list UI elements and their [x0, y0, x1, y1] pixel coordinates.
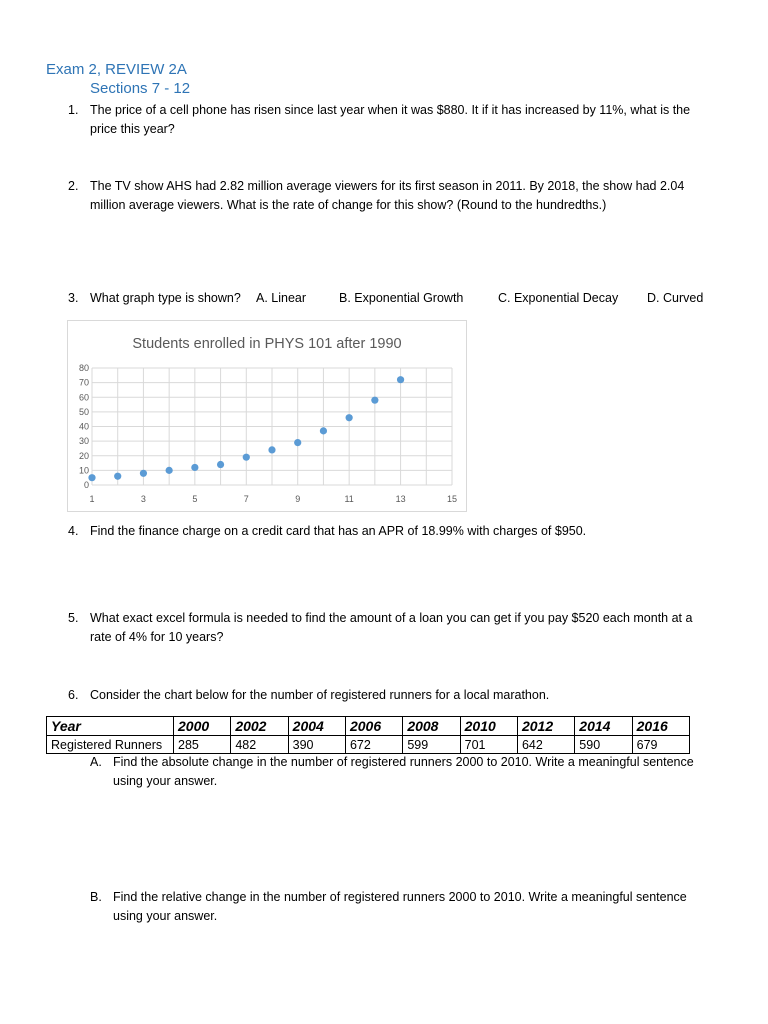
subquestion-label: A. — [90, 755, 102, 769]
question-text: Find the finance charge on a credit card that has an APR of 18.99% with charges of $950. — [90, 524, 587, 538]
data-point — [371, 397, 378, 404]
table-cell: Registered Runners — [47, 736, 174, 754]
runners-table — [46, 716, 690, 754]
data-point — [294, 439, 301, 446]
x-tick-label: 11 — [344, 494, 354, 504]
y-tick-label: 70 — [78, 377, 89, 388]
question-number: 4. — [68, 524, 79, 538]
table-cell: 599 — [403, 736, 460, 754]
table-header-row — [47, 717, 690, 736]
table-header-cell: 2002 — [231, 717, 288, 736]
question-number: 5. — [68, 611, 79, 625]
table-header-cell: 2008 — [403, 717, 460, 736]
question-text: What graph type is shown? — [90, 291, 241, 305]
table-header-cell: Year — [47, 717, 174, 736]
data-point — [268, 446, 275, 453]
data-point — [243, 454, 250, 461]
x-tick-label: 9 — [295, 494, 301, 504]
question-4 — [68, 522, 708, 541]
x-tick-label: 15 — [446, 494, 458, 504]
question-text: Consider the chart below for the number of registered runners for a local marathon. — [90, 688, 550, 702]
question-number: 6. — [68, 688, 79, 702]
question-number: 2. — [68, 179, 79, 193]
table-cell: 701 — [460, 736, 517, 754]
question-number: 3. — [68, 291, 79, 305]
choice-b: B. Exponential Growth — [339, 291, 464, 305]
x-tick-label: 13 — [395, 494, 406, 504]
question-6 — [68, 686, 708, 705]
table-cell: 390 — [288, 736, 345, 754]
x-tick-label: 1 — [89, 494, 95, 504]
chart-gridlines — [92, 368, 452, 485]
y-tick-label: 30 — [78, 436, 89, 447]
table-header-cell: 2014 — [575, 717, 632, 736]
table-header-cell: 2004 — [288, 717, 345, 736]
y-tick-label: 10 — [78, 465, 89, 476]
question-text: What exact excel formula is needed to find the amount of a loan you can get if you pay $520 each month at a rate of 4% for 10 years? — [90, 611, 693, 644]
table-header-cell: 2016 — [632, 717, 689, 736]
question-1 — [68, 101, 708, 139]
data-point — [166, 467, 173, 474]
table-row — [47, 736, 690, 754]
table-header-cell: 2012 — [517, 717, 574, 736]
choice-d: D. Curved — [647, 291, 704, 305]
data-point — [191, 464, 198, 471]
data-point — [140, 470, 147, 477]
table-cell: 679 — [632, 736, 689, 754]
table-cell: 482 — [231, 736, 288, 754]
data-point — [217, 461, 224, 468]
x-tick-label: 3 — [140, 494, 146, 504]
table-header-cell: 2000 — [174, 717, 231, 736]
choice-c: C. Exponential Decay — [498, 291, 619, 305]
table-cell: 672 — [345, 736, 402, 754]
question-text: The TV show AHS had 2.82 million average viewers for its first season in 2011. By 2018, the show had 2.04 million average viewers. What is the rate of change for this show? (Round to the hundredths.) — [90, 179, 685, 212]
x-tick-label: 7 — [243, 494, 249, 504]
y-tick-label: 60 — [78, 392, 89, 403]
question-5 — [68, 609, 708, 647]
question-text: The price of a cell phone has risen since last year when it was $880. It if it has increased by 11%, what is the price this year? — [90, 103, 691, 136]
scatter-chart — [67, 320, 467, 512]
data-point — [114, 473, 121, 480]
question-2 — [68, 177, 708, 215]
document-subtitle: Sections 7 - 12 — [90, 80, 191, 97]
scatter-chart-svg — [68, 321, 466, 511]
subquestion-text: Find the absolute change in the number of registered runners 2000 to 2010. Write a meaningful sentence using your answer. — [113, 755, 694, 788]
data-point — [88, 474, 95, 481]
subquestion-a — [90, 753, 710, 791]
table-cell: 285 — [174, 736, 231, 754]
question-3 — [68, 291, 718, 310]
table-cell: 590 — [575, 736, 632, 754]
data-point — [320, 427, 327, 434]
chart-title: Students enrolled in PHYS 101 after 1990 — [132, 336, 402, 352]
document-title: Exam 2, REVIEW 2A — [46, 61, 187, 78]
y-tick-label: 80 — [78, 363, 89, 373]
table-header-cell: 2010 — [460, 717, 517, 736]
question-number: 1. — [68, 103, 79, 117]
x-tick-label: 5 — [192, 494, 198, 504]
data-point — [346, 414, 353, 421]
subquestion-label: B. — [90, 890, 102, 904]
subquestion-b — [90, 888, 710, 926]
y-tick-label: 40 — [78, 421, 89, 432]
y-tick-label: 0 — [83, 480, 89, 490]
table-cell: 642 — [517, 736, 574, 754]
table-header-cell: 2006 — [345, 717, 402, 736]
subquestion-text: Find the relative change in the number of registered runners 2000 to 2010. Write a meaningful sentence using your answer. — [113, 890, 687, 923]
choice-a: A. Linear — [256, 291, 307, 305]
y-tick-label: 20 — [78, 450, 89, 461]
data-point — [397, 376, 404, 383]
y-tick-label: 50 — [78, 406, 89, 417]
